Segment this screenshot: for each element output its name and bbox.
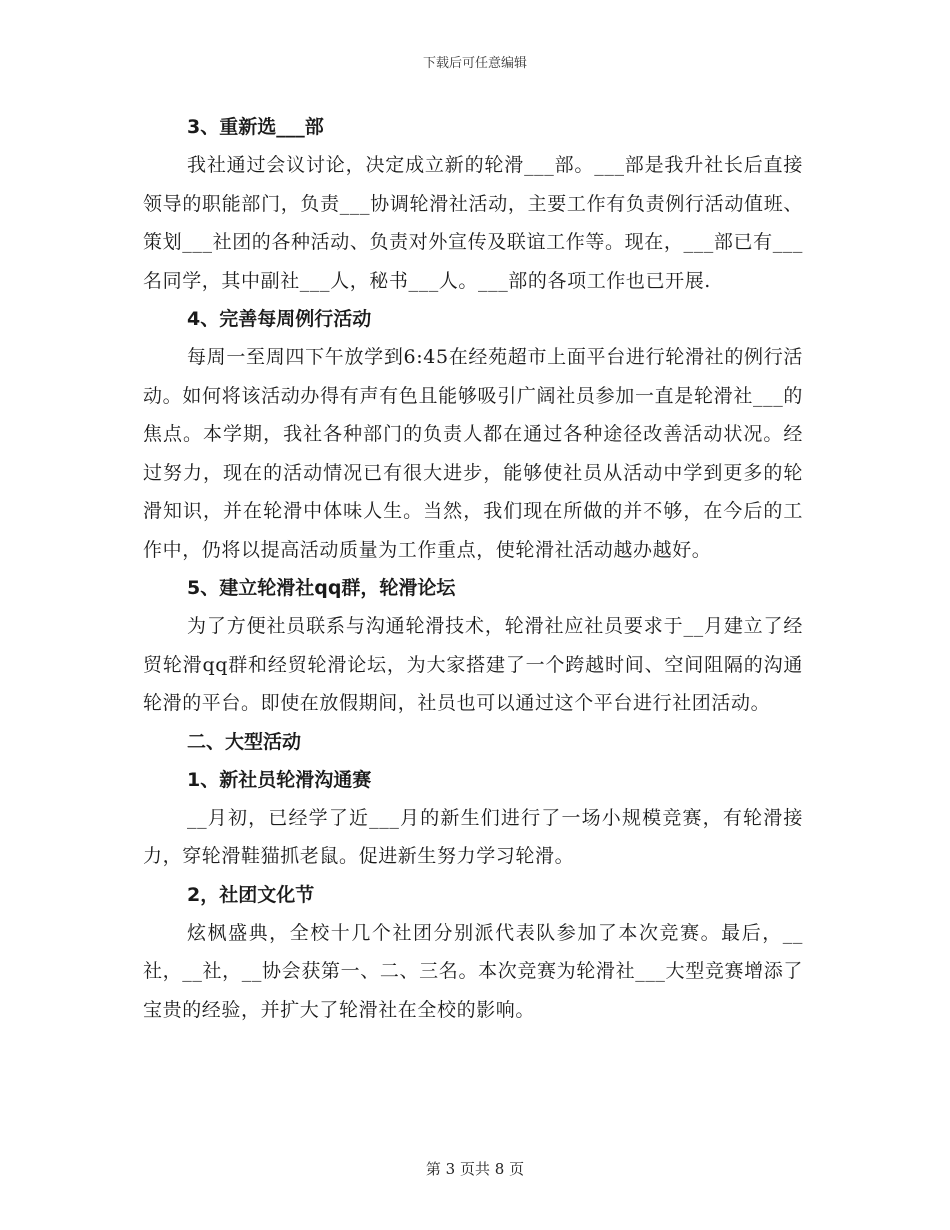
section-paragraph: __月初，已经学了近___月的新生们进行了一场小规模竞赛，有轮滑接力，穿轮滑鞋猫抓老鼠。促进新生努力学习轮滑。: [143, 806, 803, 867]
section-heading: 3、重新选___部: [187, 116, 324, 138]
page-header: 下载后可任意编辑: [422, 56, 527, 71]
section-paragraph: 为了方便社员联系与沟通轮滑技术，轮滑社应社员要求于__月建立了经贸轮滑qq群和经贸轮滑论坛，为大家搭建了一个跨越时间、空间阻隔的沟通轮滑的平台。即使在放假期间，社员也可以通过这个平台进行社团活动。: [143, 615, 803, 714]
page-number: 第 3 页共 8 页: [425, 1160, 525, 1178]
section-heading: 二、大型活动: [187, 730, 302, 753]
section-heading: 2，社团文化节: [187, 883, 315, 906]
section-heading: 1、新社员轮滑沟通赛: [187, 768, 372, 791]
section-paragraph: 每周一至周四下午放学到6:45在经苑超市上面平台进行轮滑社的例行活动。如何将该活动办得有声有色且能够吸引广阔社员参加一直是轮滑社___的焦点。本学期，我社各种部门的负责人都在通过各种途径改善活动状况。经过努力，现在的活动情况已有很大进步，能够使社员从活动中学到更多的轮滑知识，并在轮滑中体味人生。当然，我们现在所做的并不够，在今后的工作中，仍将以提高活动质量为工作重点，使轮滑社活动越办越好。: [143, 346, 803, 561]
section-heading: 5、建立轮滑社qq群，轮滑论坛: [187, 577, 456, 599]
section-paragraph: 我社通过会议讨论，决定成立新的轮滑___部。___部是我升社长后直接领导的职能部门，负责___协调轮滑社活动，主要工作有负责例行活动值班、策划___社团的各种活动、负责对外宣传及联谊工作等。现在，___部已有___名同学，其中副社___人，秘书___人。___部的各项工作也已开展.: [143, 154, 803, 292]
document-body: [143, 108, 803, 1029]
section-paragraph: 炫枫盛典，全校十几个社团分别派代表队参加了本次竞赛。最后，__社，__社，__协会获第一、二、三名。本次竞赛为轮滑社___大型竞赛增添了宝贵的经验，并扩大了轮滑社在全校的影响。: [143, 921, 803, 1021]
section-heading: 4、完善每周例行活动: [187, 308, 372, 330]
